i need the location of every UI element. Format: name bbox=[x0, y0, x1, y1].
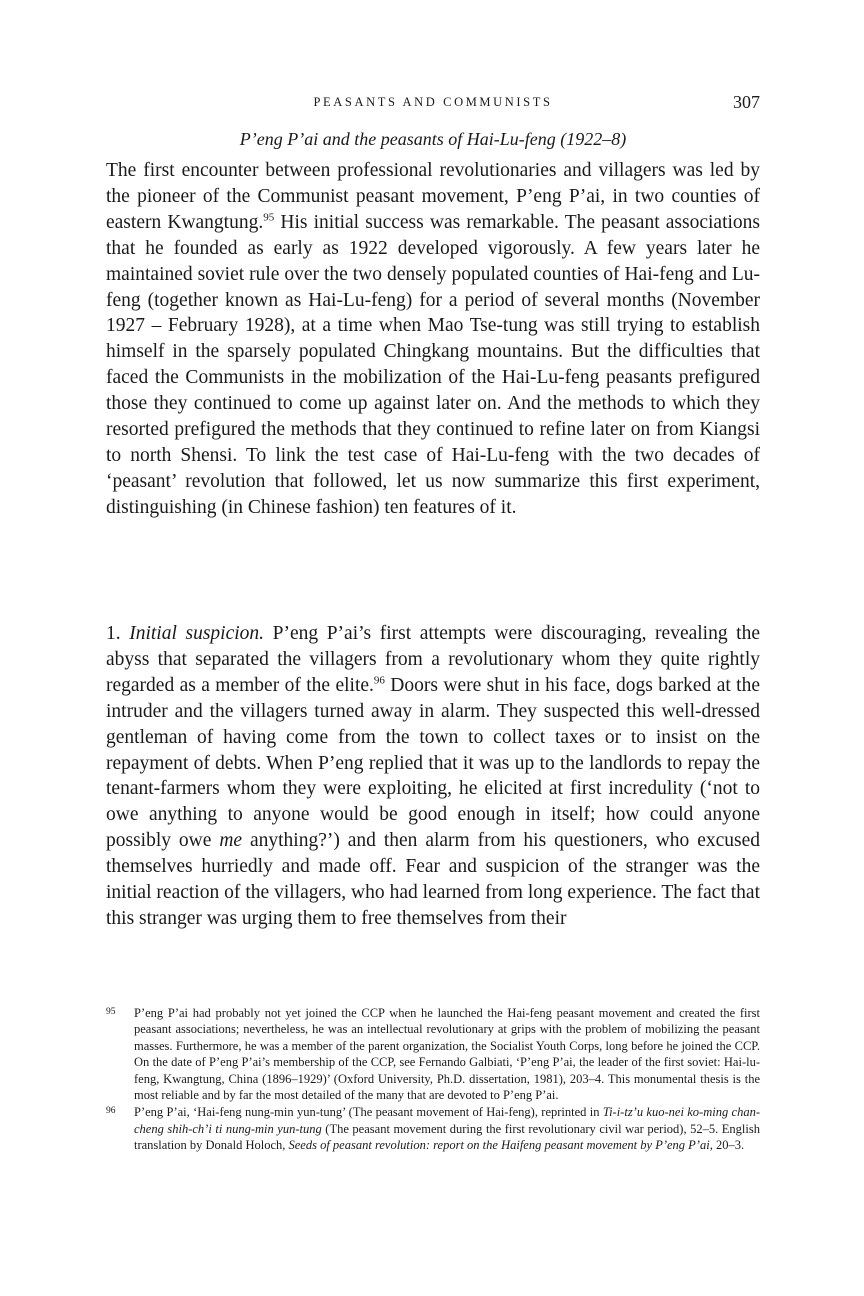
running-head bbox=[106, 92, 760, 117]
paragraph-text: Doors were shut in his face, dogs barked at the intruder and the villagers turned away in alarm. They suspected this well-dressed gentleman of having come from the town to collect taxes or to insist on the repayment of debts. When P’eng replied that it was up to the landlords to repay the tenant-farmers whom they were exploiting, he elicited at first incredulity (‘not to owe anything to anyone would be good enough in itself; how could anyone possibly owe bbox=[106, 674, 761, 852]
footnote-ref-95: 95 bbox=[263, 211, 275, 224]
footnote-text: P’eng P’ai, ‘Hai-feng nung-min yun-tung’ (The peasant movement of Hai-feng), reprinted in bbox=[134, 1105, 603, 1120]
footnote-text: P’eng P’ai had probably not yet joined the CCP when he launched the Hai-feng peasant movement and created the first peasant associations; nevertheless, he was an intellectual revolutionary at grips with the problem of mobilizing the peasant masses. Furthermore, he was a member of the parent organization, the Socialist Youth Corps, long before he joined the CCP. On the date of P’eng P’ai’s membership of the CCP, see Fernando Galbiati, ‘P’eng P’ai, the leader of the first soviet: Hai-lu-feng, Kwangtung, China (1896–1929)’ (Oxford University, Ph.D. dissertation, 1981), 203–4. This monumental thesis is the most reliable and by far the most detailed of the many that are devoted to P’eng P’ai. bbox=[134, 1006, 760, 1103]
page-number: 307 bbox=[733, 92, 760, 112]
feature-number: 1. bbox=[106, 623, 130, 644]
paragraph-text: His initial success was remarkable. The peasant associations that he founded as early as 1922 developed vigorously. A few years later he maintained soviet rule over the two densely populated counties of Hai-feng and Lu-feng (together known as Hai-Lu-feng) for a period of several months (November 1927 – February 1928), at a time when Mao Tse-tung was still trying to establish himself in the sparsely populated Chingkang mountains. But the difficulties that faced the Communists in the mobilization of the Hai-Lu-feng peasants prefigured those they continued to come up against later on. And the methods to which they resorted prefigured the methods that they continued to refine later on from Kiangsi to north Shensi. To link the test case of Hai-Lu-feng with the two decades of ‘peasant’ revolution that followed, let us now summarize this first experiment, distinguishing (in Chinese fashion) ten features of it. bbox=[106, 211, 760, 518]
footnote-96 bbox=[106, 1104, 760, 1153]
footnote-title-italic: Seeds of peasant revolution: report on the Haifeng peasant movement by P’eng P’ai bbox=[288, 1138, 710, 1153]
footnote-title-italic: Ti-i-tz’u kuo-nei ko-ming chan-cheng shih-ch’i ti nung-min yun-tung bbox=[134, 1105, 761, 1136]
footnote-text: , 20–3. bbox=[709, 1138, 745, 1153]
feature-heading: Initial suspicion. bbox=[129, 623, 265, 644]
footnote-text: (The peasant movement during the first revolutionary civil war period), 52–5. English translation by Donald Holoch, bbox=[134, 1121, 760, 1153]
running-title: PEASANTS AND COMMUNISTS bbox=[313, 95, 553, 109]
footnotes bbox=[106, 1005, 760, 1155]
emphasis: me bbox=[219, 830, 243, 852]
section-title: P’eng P’ai and the peasants of Hai-Lu-feng (1922–8) bbox=[239, 129, 627, 149]
footnote-95 bbox=[106, 1005, 760, 1103]
footnote-number: 96 bbox=[106, 1106, 116, 1117]
paragraph-text: The first encounter between professional revolutionaries and villagers was led by the pioneer of the Communist peasant movement, P’eng P’ai, in two counties of eastern Kwangtung. bbox=[106, 160, 760, 233]
footnote-number: 95 bbox=[106, 1007, 116, 1017]
body-paragraph-2 bbox=[106, 621, 760, 932]
paragraph-text: anything?’) and then alarm from his questioners, who excused themselves hurriedly and made off. Fear and suspicion of the stranger was the initial reaction of the villagers, who had learned from long experience. The fact that this stranger was urging them to free themselves from their bbox=[106, 830, 760, 929]
body-paragraph-1 bbox=[106, 158, 760, 521]
paragraph-text: P’eng P’ai’s first attempts were discouraging, revealing the abyss that separated the villagers from a revolutionary whom they quite rightly regarded as a member of the elite. bbox=[106, 623, 761, 696]
footnote-ref-96: 96 bbox=[373, 674, 385, 687]
